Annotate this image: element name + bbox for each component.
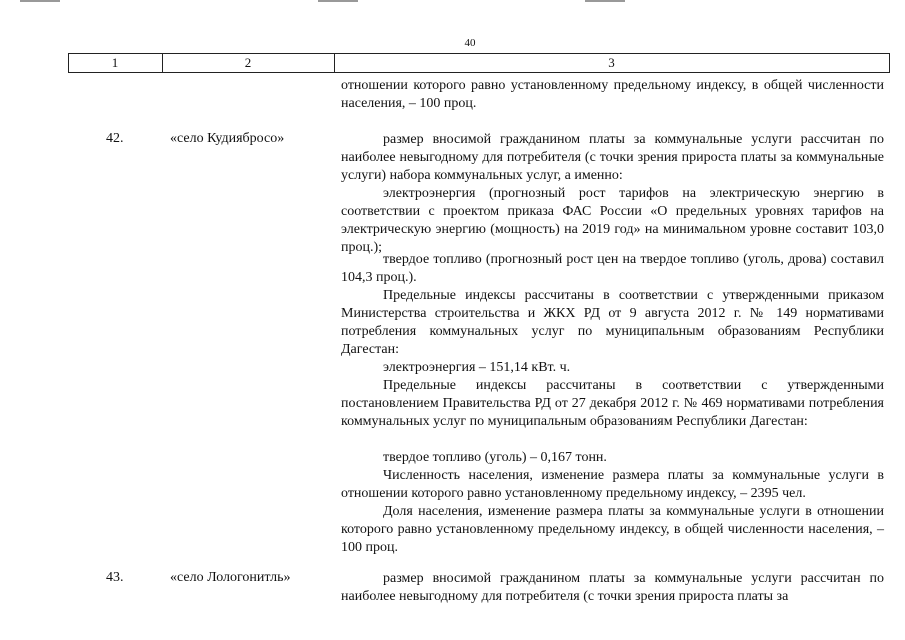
row42-paragraph: твердое топливо (уголь) – 0,167 тонн. <box>383 450 607 465</box>
column-header-3: 3 <box>608 55 615 70</box>
scan-mark <box>20 0 60 2</box>
header-bottom-rule <box>68 72 890 73</box>
row42-paragraph: размер вносимой гражданином платы за коммунальные услуги рассчитан по наиболее невыгодному для потребителя (с точки зрения прироста платы за коммунальные услуги) набора коммунальных услуг, а именно: <box>341 132 884 183</box>
row-number-42: 42. <box>106 131 124 146</box>
header-divider <box>889 53 890 72</box>
row42-paragraph: твердое топливо (прогнозный рост цен на твердое топливо (уголь, дрова) составил 104,3 проц.). <box>341 252 884 285</box>
row42-paragraph: электроэнергия – 151,14 кВт. ч. <box>383 360 571 375</box>
column-header-2: 2 <box>244 55 252 70</box>
row43-paragraph: размер вносимой гражданином платы за коммунальные услуги рассчитан по наиболее невыгодному для потребителя (с точки зрения прироста платы за <box>341 571 884 604</box>
scan-mark <box>585 0 625 2</box>
row-number-43: 43. <box>106 570 124 585</box>
scan-mark <box>318 0 358 2</box>
column-header-1: 1 <box>111 55 119 70</box>
settlement-name-43: «село Лологонитль» <box>170 570 291 585</box>
page-number: 40 <box>464 37 476 49</box>
row42-paragraph: Предельные индексы рассчитаны в соответствии с утвержденными приказом Министерства строительства и ЖКХ РД от 9 августа 2012 г. № 149 нормативами потребления коммунальных услуг по муниципальным образованиям Республики Дагестан: <box>341 288 884 357</box>
row42-paragraph: электроэнергия (прогнозный рост тарифов на электрическую энергию в соответствии с проектом приказа ФАС России «О предельных уровнях тарифов на электрическую энергию (мощность) на 2019 год» на минимальном уровне составит 103,0 проц.); <box>341 186 884 255</box>
settlement-name-42: «село Кудиябросо» <box>170 131 285 146</box>
row42-paragraph: Предельные индексы рассчитаны в соответствии с утвержденными постановлением Правительства РД от 27 декабря 2012 г. № 469 нормативами потребления коммунальных услуг по муниципальным образованиям Республики Дагестан: <box>341 378 884 429</box>
row42-paragraph: Доля населения, изменение размера платы за коммунальные услуги в отношении которого равно установленному предельному индексу, в общей численности населения, – 100 проц. <box>341 504 884 555</box>
header-top-rule <box>68 53 890 54</box>
prev-row-text: отношении которого равно установленному предельному индексу, в общей численности населения, – 100 проц. <box>341 78 884 111</box>
row42-paragraph: Численность населения, изменение размера платы за коммунальные услуги в отношении которого равно установленному предельному индексу, – 2395 чел. <box>341 468 884 501</box>
